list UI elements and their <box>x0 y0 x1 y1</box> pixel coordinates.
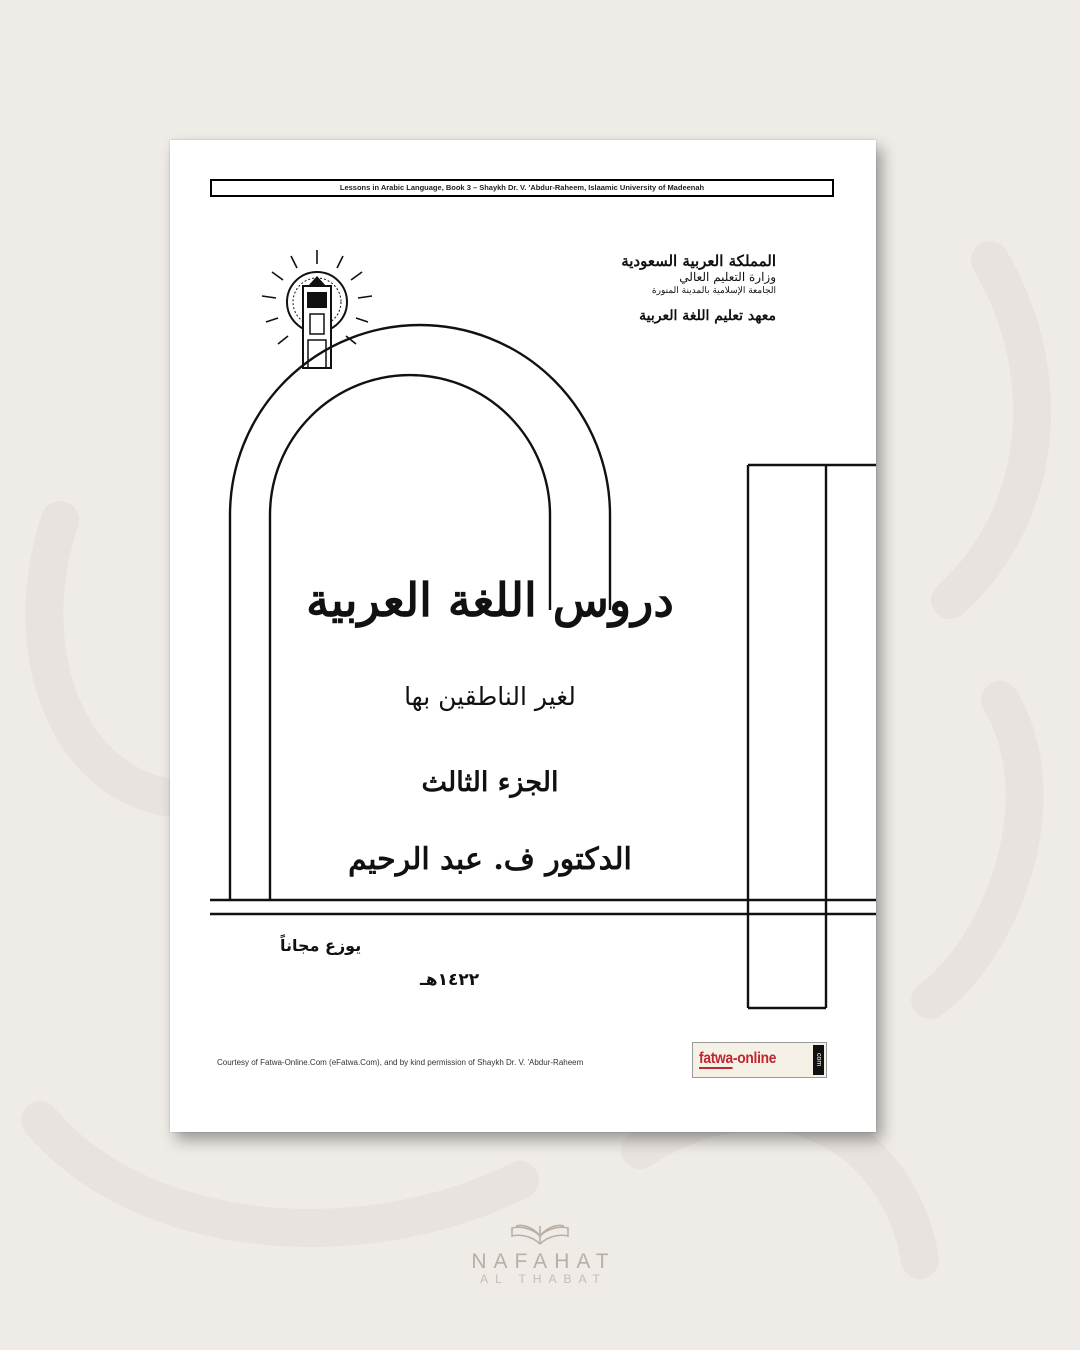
gov-line-university: الجامعة الإسلامية بالمدينة المنورة <box>651 286 776 296</box>
gov-line-institute: معهد تعليم اللغة العربية <box>639 308 776 324</box>
book-title: دروس اللغة العربية <box>306 573 674 627</box>
header-banner: Lessons in Arabic Language, Book 3 – Shaykh Dr. V. 'Abdur-Raheem, Islaamic University of Madeenah <box>210 179 834 197</box>
book-cover-page <box>170 140 876 1132</box>
fatwa-online-logo <box>692 1042 827 1078</box>
book-author: الدكتور ف. عبد الرحيم <box>348 842 632 877</box>
open-book-icon <box>508 1222 572 1248</box>
gov-line-ministry: وزارة التعليم العالي <box>679 270 776 284</box>
book-subtitle: لغير الناطقين بها <box>404 682 576 711</box>
book-part: الجزء الثالث <box>421 767 559 798</box>
brand-name: NAFAHAT <box>471 1250 616 1273</box>
brand-subtitle: AL THABAT <box>480 1272 607 1286</box>
nafahat-brand <box>440 1222 640 1286</box>
gov-line-kingdom: المملكة العربية السعودية <box>621 252 776 270</box>
courtesy-note: Courtesy of Fatwa-Online.Com (eFatwa.Com), and by kind permission of Shaykh Dr. V. 'Abdur-Raheem <box>217 1058 584 1067</box>
fatwa-logo-text: fatwa-online <box>699 1050 777 1067</box>
free-distribution-note: يوزع مجاناً <box>280 936 362 955</box>
fatwa-logo-com: com <box>813 1045 824 1075</box>
publication-year: ١٤٢٢هـ <box>420 970 480 990</box>
arch-frame-art <box>170 140 876 1132</box>
